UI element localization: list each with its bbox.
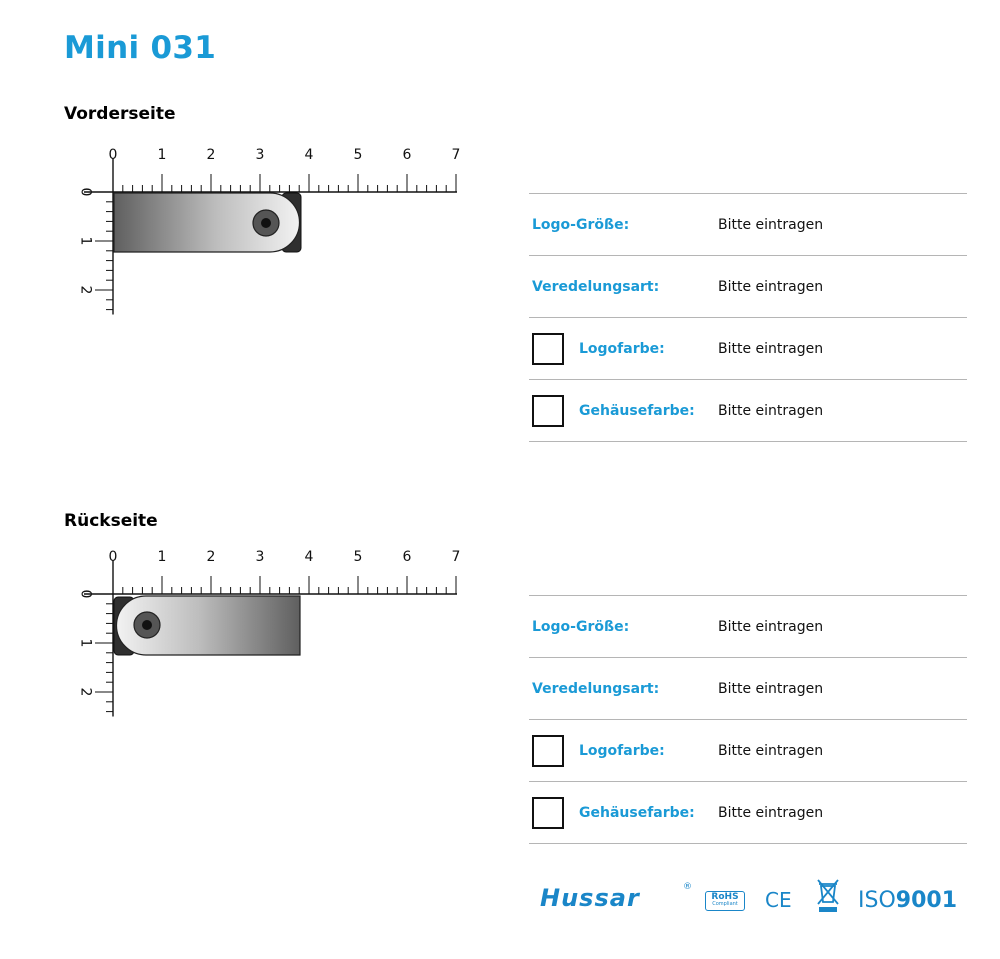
spec-label: Gehäusefarbe:: [579, 402, 695, 419]
brand-logo: Hussar: [540, 884, 640, 912]
spec-row-finishing: [529, 658, 967, 720]
spec-row-logo-color: [529, 720, 967, 782]
ruler-y-labels: [77, 188, 93, 295]
weee-icon: [815, 878, 841, 914]
spec-value[interactable]: Bitte eintragen: [718, 402, 824, 419]
ruler-front: [60, 140, 470, 320]
rohs-icon: [705, 891, 745, 911]
ruler-x-label: 1: [157, 147, 167, 163]
ruler-x-label: 2: [206, 549, 216, 565]
ruler-x-label: 5: [353, 549, 363, 565]
spec-row-logo-size: [529, 595, 967, 658]
spec-value[interactable]: Bitte eintragen: [718, 216, 824, 233]
registered-mark: ®: [683, 882, 692, 892]
spec-label: Veredelungsart:: [532, 680, 660, 697]
ruler-x-label: 5: [353, 147, 363, 163]
spec-label: Logo-Größe:: [532, 618, 630, 635]
footer-logos: [540, 876, 960, 926]
spec-label: Logo-Größe:: [532, 216, 630, 233]
ruler-x-label: 0: [108, 147, 118, 163]
ruler-x-label: 4: [304, 147, 314, 163]
spec-value[interactable]: Bitte eintragen: [718, 340, 824, 357]
ruler-x-labels: [109, 147, 461, 163]
spec-table-front: [529, 193, 967, 442]
ruler-back-svg: [60, 542, 470, 722]
page-title: Mini 031: [64, 30, 217, 66]
ruler-front-svg: [60, 140, 470, 320]
spec-label: Logofarbe:: [579, 340, 665, 357]
spec-value[interactable]: Bitte eintragen: [718, 278, 824, 295]
iso-icon: [858, 888, 957, 913]
housing-color-checkbox[interactable]: [532, 797, 564, 829]
ruler-y-label: 2: [77, 687, 94, 697]
section-heading-back: Rückseite: [64, 511, 158, 531]
rohs-sublabel: Compliant: [712, 901, 738, 907]
ruler-x-label: 1: [157, 549, 167, 565]
logo-color-checkbox[interactable]: [532, 735, 564, 767]
ruler-back: [60, 542, 470, 722]
ruler-x-label: 2: [206, 147, 216, 163]
spec-value[interactable]: Bitte eintragen: [718, 804, 824, 821]
spec-row-logo-size: [529, 193, 967, 256]
rohs-label: RoHS: [711, 892, 739, 902]
ruler-x-labels: [109, 549, 461, 565]
spec-row-housing-color: [529, 782, 967, 844]
spec-row-housing-color: [529, 380, 967, 442]
spec-label: Logofarbe:: [579, 742, 665, 759]
ce-icon: CE: [765, 888, 792, 912]
ruler-x-label: 3: [255, 549, 265, 565]
ruler-y-labels: [77, 590, 93, 697]
spec-value[interactable]: Bitte eintragen: [718, 680, 824, 697]
ruler-x-label: 0: [108, 549, 118, 565]
usb-stick-front: [114, 193, 301, 252]
section-heading-front: Vorderseite: [64, 104, 176, 124]
usb-stick-back: [114, 596, 300, 655]
logo-color-checkbox[interactable]: [532, 333, 564, 365]
iso-number: 9001: [895, 888, 958, 913]
ruler-x-label: 6: [402, 147, 412, 163]
spec-row-logo-color: [529, 318, 967, 380]
spec-value[interactable]: Bitte eintragen: [718, 618, 824, 635]
ruler-x-label: 7: [451, 147, 461, 163]
spec-label: Veredelungsart:: [532, 278, 660, 295]
housing-color-checkbox[interactable]: [532, 395, 564, 427]
ruler-y-label: 0: [77, 589, 94, 599]
spec-row-finishing: [529, 256, 967, 318]
iso-prefix: ISO: [858, 888, 896, 913]
ruler-y-label: 0: [77, 187, 94, 197]
spec-table-back: [529, 595, 967, 844]
ruler-y-label: 1: [77, 236, 94, 246]
ruler-y-label: 2: [77, 285, 94, 295]
ruler-x-label: 4: [304, 549, 314, 565]
spec-value[interactable]: Bitte eintragen: [718, 742, 824, 759]
ruler-x-label: 7: [451, 549, 461, 565]
ruler-x-label: 6: [402, 549, 412, 565]
ruler-y-label: 1: [77, 638, 94, 648]
ruler-x-label: 3: [255, 147, 265, 163]
spec-label: Gehäusefarbe:: [579, 804, 695, 821]
